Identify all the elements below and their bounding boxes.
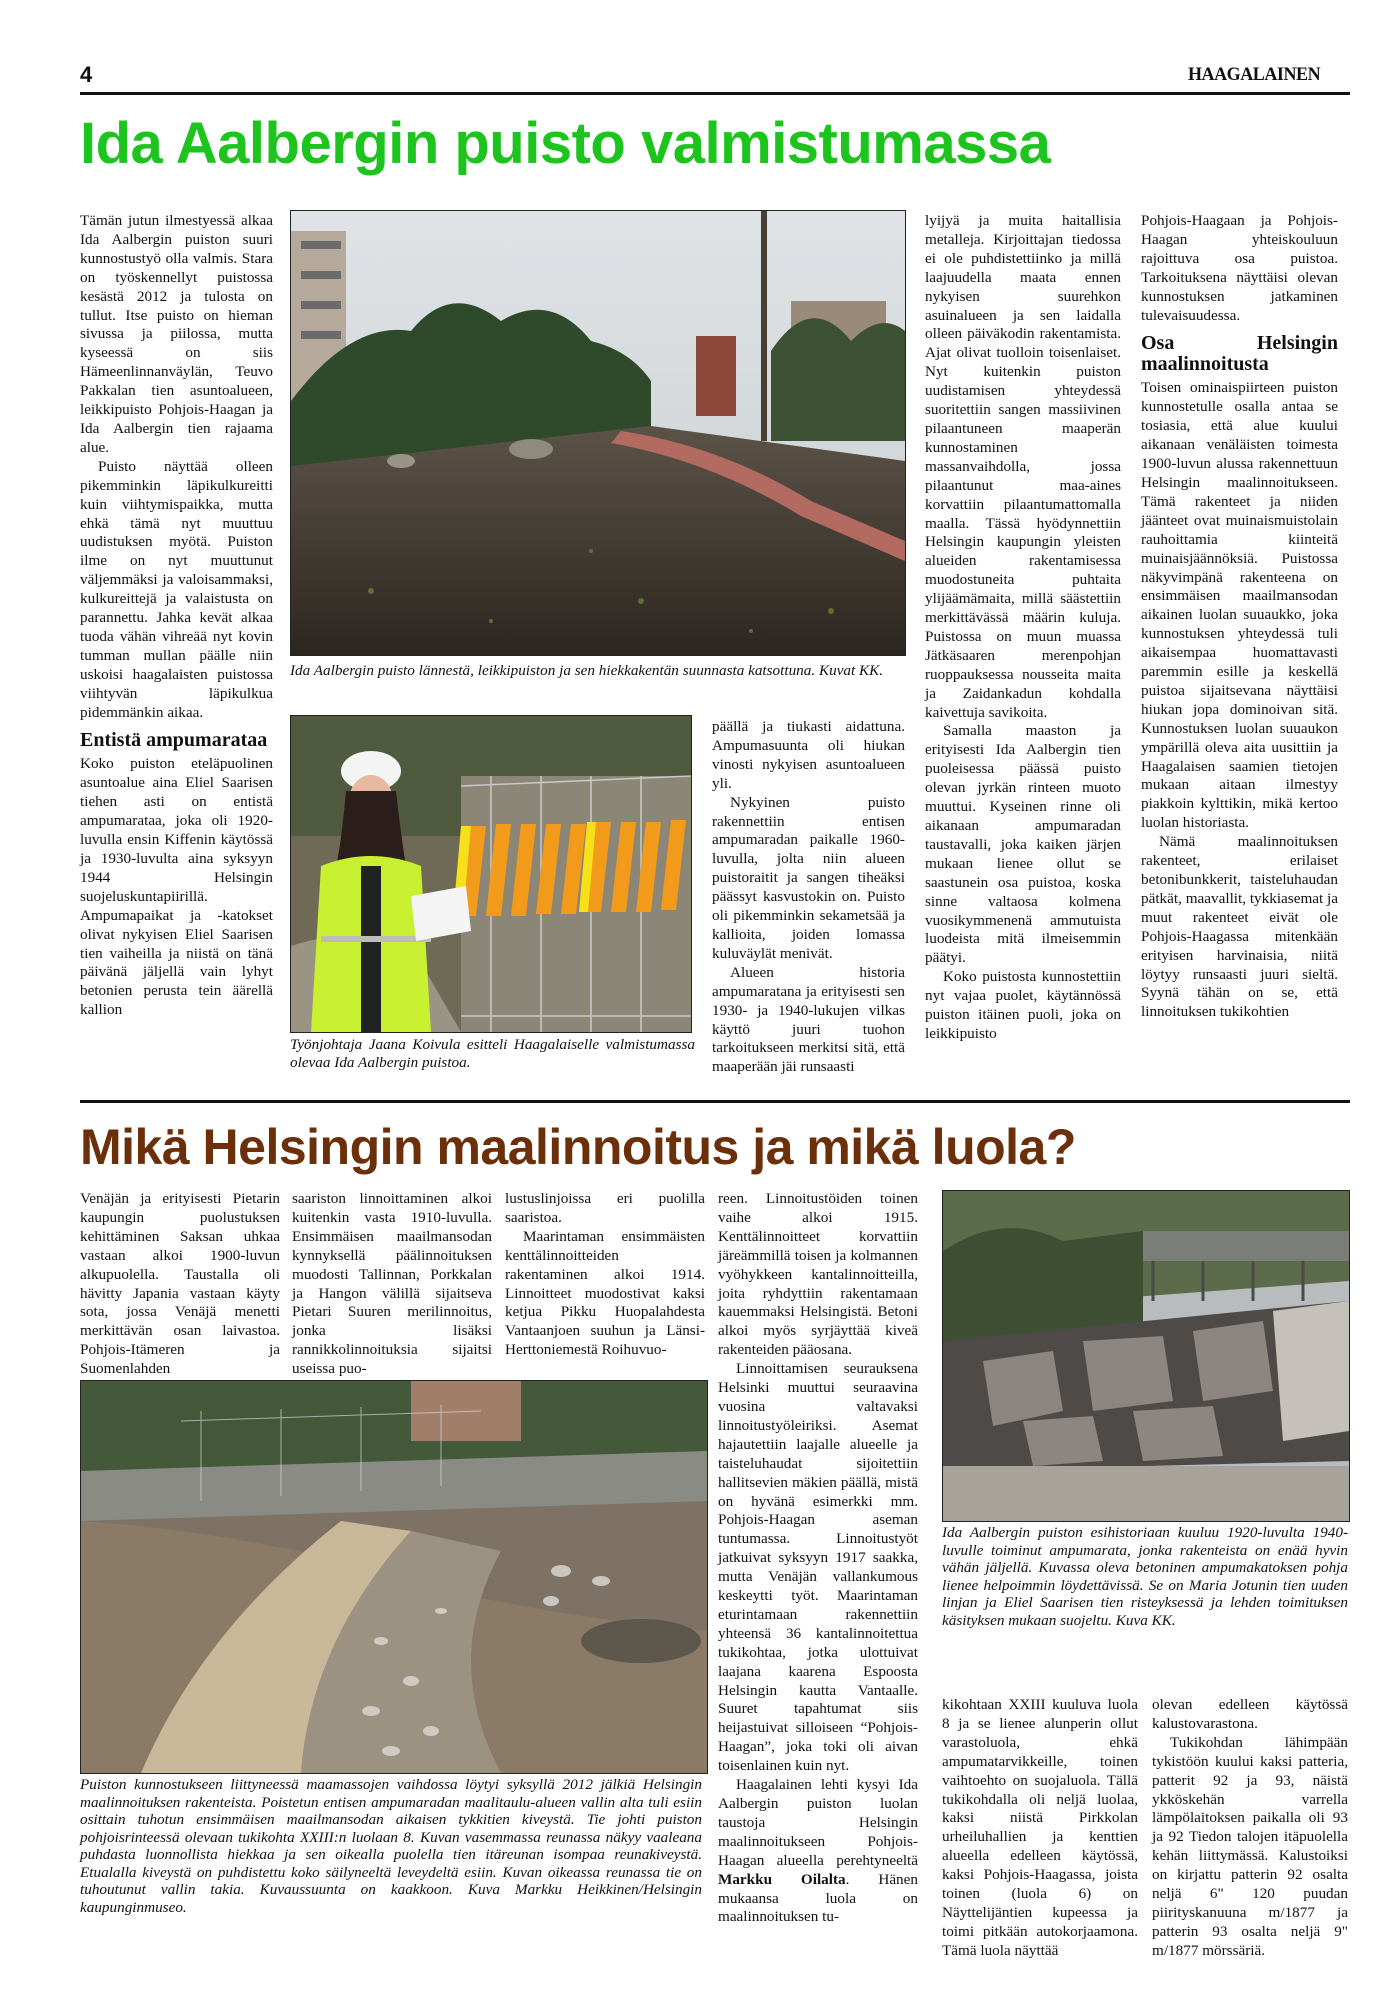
park-photo (290, 210, 906, 656)
paragraph: Tukikohdan lähimpään tykistöön kuului kaksi patteria, patterit 92 ja 93, näistä ykköskehän varrella lämpölaitoksen paikalla oli 93 ja 92 Tiedon talojen itäpuolella kehän liittymässä. Kalustoiksi on kirjattu patterin 92 osalta neljä 6" 120 puudan piirityskanuuna m/1877 ja patterin 93 osalta neljä 9" m/1877 mörssäriä. (1152, 1733, 1348, 1959)
paragraph: kikohtaan XXIII kuuluva luola 8 ja se lienee alunperin ollut varastoluola, ehkä ampumatarvikkeille, toinen vaihtoehto on suojaluola. Tällä tukikohdalla oli neljä luolaa, kaksi niistä Pirkkolan urheiluhallien ja kenttien alueella edelleen käytössä, kaksi Pohjois-Haagassa, joista toinen (luola 6) on Näyttelijäntien kupeessa ja toimi pitkään autokorjaamona. Tämä luola näyttää (942, 1696, 1138, 1959)
article1-headline: Ida Aalbergin puisto valmistumassa (80, 111, 1051, 176)
paragraph: Linnoittamisen seurauksena Helsinki muuttui seuraavina vuosina valtavaksi linnoitustyöleiriksi. Asemat hajautettiin laajalle alueelle ja taisteluhaudat sijoitettiin hallitsevien mäkien päällä, mistä on hyvänä esimerkki mm. Pohjois-Haagan aseman tuntumassa. Linnoitustyöt jatkuivat syksyyn 1917 saakka, mutta Venäjän vallankumous keskeytti työt. Maarintaman eturintamaan rakennettiin yhteensä 36 kantalinnoitettua tukikohtaa, jotka ulottuivat laajana kaarena Espoosta Helsingin kautta Vantaalle. Suuret tapahtumat siis heijastuivat silloiseen “Pohjois-Haagan”, joka toki oli aivan toisenlainen kuin nyt. (718, 1360, 918, 1775)
paragraph: Toisen ominaispiirteen puiston kunnostetulle osalla antaa se tosiasia, että alue kuului aikanaan venäläisten toimesta 1900-luvun alussa rakennettuun Helsingin maalinnoitukseen. Tämä rakenteet ja niiden jäänteet ovat muinaismuistolain rauhoittamia kiinteitä muinaisjäännöksiä. Puistossa näkyvimpänä rakenteena on ensimmäisen maailmansodan aikainen luolan suuaukko, joka kunnostuksen yhteydessä tuli aikaisempaa huomattavasti paremmin esille ja keskellä puistoa sijaitsevana näyttäisi hiukan jopa dominoivan sitä. Kunnostuksen luolan suuaukon ympärillä oleva aita uusittiin ja Haagalaisen saamien tietojen mukaan aitaan ilmestyy piakkoin kylttikin, mikä kertoo luolan historiasta. (1141, 379, 1338, 832)
article2-column-3 (505, 1190, 705, 1360)
subheading: Entistä ampumarataa (80, 729, 268, 752)
article1-column-4 (925, 212, 1121, 1044)
paragraph: Nämä maalinnoituksen rakenteet, erilaiset betonibunkkerit, taisteluhaudan pätkät, maavallit, tykkiasemat ja muut rakenteet eivät ole Pohjois-Haagassa mitenkään erityisen harvinaisia, niitä löytyy runsaasti juuri sieltä. Syynä tähän on se, että linnoituksen tukikohtien (1141, 833, 1338, 1021)
article1-column-3 (712, 718, 905, 1077)
article2-column-5 (942, 1696, 1138, 1961)
article2-column-1 (80, 1190, 280, 1379)
paragraph: Samalla maaston ja erityisesti Ida Aalbergin tien puoleisessa päässä puisto olevan jyrkän rinteen muoto muuttui. Kyseinen rinne oli aikanaan ampumaradan taustavalli, joka kaiken järjen mukaan lienee ollut se saastunein osa puistoa, koska sinne valtaosa kolmena vuosikymmenenä ammutuista luodeista mitä ilmeisemmin päätyi. (925, 722, 1121, 967)
paragraph: reen. Linnoitustöiden toinen vaihe alkoi 1915. Kenttälinnoitteet korvattiin järeämmillä toisen ja kolmannen vyöhykkeen kantalinnoitteilla, joita ryhdyttiin rakentamaan kauemmaksi Helsingistä. Betoni alkoi myös syrjäyttää kiveä rakenteiden pääosana. (718, 1190, 918, 1359)
paragraph: Venäjän ja erityisesti Pietarin kaupungin puolustuksen kehittäminen Saksan uhkaa vastaan alkoi 1900-luvun alkupuolella. Taustalla oli hävitty Japania vastaan käyty sota, jossa Venäjä menetti merkittävän osan laivastoa. Pohjois-Itämeren ja Suomenlahden (80, 1190, 280, 1378)
page-number: 4 (80, 62, 93, 87)
excavation-photo-caption: Puiston kunnostukseen liittyneessä maamassojen vaihdossa löytyi syksyllä 2012 jälkiä Helsingin maalinnoituksen rakenteista. Poistetun entisen ampumaradan maalitaulu-alueen vallin alta tuli esiin osittain tuhotun ensimmäisen maailmansodan aikaisen tykkitien kiveystä. Tie johti puiston pohjoisrinteessä olevaan tukikohta XXIII:n luolaan 8. Kuvan vasemmassa reunassa näkyy vaaleana puhdasta luonnollista hiekkaa ja sen oikealla puolella tien itäreunan isompaa reunakiveystä. Etualalla kiveystä on puhdistettu koko säilyneeltä leveydeltä esiin. Kuvan oikeassa reunassa tie on tuhoutunut vallin takia. Kuvaussuunta on kaakkoon. Kuva Markku Heikkinen/Helsingin kaupunginmuseo. (80, 1776, 702, 1916)
publication-name: HAAGALAINEN (1187, 64, 1320, 85)
paragraph: lustuslinjoissa eri puolilla saaristoa. (505, 1190, 705, 1226)
excavation-photo (80, 1380, 708, 1774)
subheading: Osa Helsingin maalinnoitusta (1141, 332, 1338, 376)
paragraph: Puisto näyttää olleen pikemminkin läpikulkureitti kuin viihtymispaikka, mutta ehkä tämä nyt muuttuu uudistuksen myötä. Puiston ilme on nyt muuttunut väljemmäksi ja valoisammaksi, kulkureittejä ja valaistusta on parannettu. Jahka kevät alkaa tuoda vähän vihreää nyt kovin tumman mullan päälle niin uskoisi haagalaisten puistossa viihtyvän läpikulkua pidemmänkin aikaa. (80, 457, 273, 721)
excavation-image (81, 1381, 707, 1773)
shooting-range-ruins-image (943, 1191, 1349, 1521)
article2-column-2 (292, 1190, 492, 1379)
header-rule (80, 92, 1350, 95)
paragraph-text: . Hänen mukaansa luola on maalinnoituksen tu- (718, 1870, 918, 1926)
paragraph (718, 1776, 918, 1927)
foreman-photo-caption: Työnjohtaja Jaana Koivula esitteli Haagalaiselle valmistumassa olevaa Ida Aalbergin puistoa. (290, 1036, 695, 1071)
article-divider (80, 1100, 1350, 1103)
shooting-range-photo (942, 1190, 1350, 1522)
park-landscape-image (291, 211, 905, 655)
article2-column-6 (1152, 1696, 1348, 1961)
foreman-photo (290, 715, 692, 1033)
paragraph: olevan edelleen käytössä kalustovarastona. (1152, 1696, 1348, 1732)
paragraph-text: Haagalainen lehti kysyi Ida Aalbergin puiston luolan taustoja Helsingin maalinnoitukseen Pohjois-Haagan alueella perehtyneeltä (718, 1776, 918, 1869)
paragraph: Maarintaman ensimmäisten kenttälinnoitteiden rakentaminen alkoi 1914. Linnoitteet muodostivat kaksi ketjua Pikku Huopalahdesta Vantaanjoen suuhun ja Länsi-Herttoniemestä Roihuvuo- (505, 1227, 705, 1359)
park-photo-caption: Ida Aalbergin puisto lännestä, leikkipuiston ja sen hiekkakentän suunnasta katsottuna. Kuvat KK. (290, 662, 884, 679)
shooting-range-photo-caption: Ida Aalbergin puiston esihistoriaan kuuluu 1920-luvulta 1940-luvulle toiminut ampumarata, jonka rakenteista on enää hyvin vähän jäljellä. Kuvassa oleva betoninen ampumakatoksen pohja lienee helpoimmin löydettävissä. Se on Maria Jotunin tien uuden linjan ja Eliel Saarisen tien risteyksessä ja lehden toimituksen käsityksen mukaan suojeltu. Kuva KK. (942, 1524, 1348, 1629)
paragraph: Tämän jutun ilmestyessä alkaa Ida Aalbergin puiston suuri kunnostustyö olla valmis. Stara on työskennellyt puistossa kesästä 2012 ja tulosta on tullut. Itse puisto on hieman sivussa ja piilossa, mutta kyseessä on siis Hämeenlinnanväylän, Teuvo Pakkalan tien asuntoalueen, leikkipuisto Pohjois-Haagan ja Ida Aalbergin tien rajaama alue. (80, 212, 273, 456)
paragraph: Nykyinen puisto rakennettiin entisen ampumaradan paikalle 1960-luvulla, jolta niin alueen puistoraitit ja sangen tiheäksi päässyt kasvustokin on. Puisto oli pikemminkin sekametsää ja kallioita, joiden lomassa kuluväylät menivät. (712, 793, 905, 962)
paragraph: saariston linnoittaminen alkoi kuitenkin vasta 1910-luvulla. Ensimmäisen maailmansodan kynnyksellä päälinnoituksen muodosti Tallinnan, Porkkalan ja Hangon välillä sijaitseva Pietari Suuren merilinnoitus, jonka lisäksi rannikkolinnoituksia sijaitsi useissa puo- (292, 1190, 492, 1378)
paragraph: Pohjois-Haagaan ja Pohjois-Haagan yhteiskouluun rajoittuva osa puistoa. Tarkoituksena näyttäisi olevan kunnostuksen jatkaminen tulevaisuudessa. (1141, 212, 1338, 324)
foreman-image (291, 716, 691, 1032)
paragraph: päällä ja tiukasti aidattuna. Ampumasuunta oli hiukan vinosti nykyisen asuntoalueen yli. (712, 718, 905, 792)
paragraph: Koko puistosta kunnostettiin nyt vajaa puolet, käytännössä puiston itäinen puoli, joka on leikkipuisto (925, 968, 1121, 1042)
article2-headline: Mikä Helsingin maalinnoitus ja mikä luola? (80, 1119, 1076, 1175)
article1-column-5 (1141, 212, 1338, 1022)
paragraph: Koko puiston eteläpuolinen asuntoalue aina Eliel Saarisen tiehen asti on entistä ampumarataa, joka oli 1920-luvulla ensin Kiffenin käytössä ja 1930-luvulta aina syksyyn 1944 Helsingin suojeluskuntapiirillä. Ampumapaikat ja -katokset olivat nykyisen Eliel Saarisen tien vaiheilla ja niistä on tänä päivänä jäljellä vain lyhyt betonien perusta tein äärellä kallion (80, 755, 273, 1019)
interviewee-name: Markku Oilalta (718, 1870, 846, 1888)
article1-column-1 (80, 212, 273, 1020)
paragraph: Alueen historia ampumaratana ja erityisesti sen 1930- ja 1940-lukujen vilkas käyttö juuri tuohon tarkoitukseen merkitsi sitä, että maaperään jäi runsaasti (712, 963, 905, 1076)
paragraph: lyijyä ja muita haitallisia metalleja. Kirjoittajan tiedossa ei ole puhdistettiinko ja millä laajuudella maata ennen nykyisen suurehkon asuinalueen ja sen laidalla olleen päiväkodin rakentamista. Ajat olivat tuolloin toisenlaiset. Nyt kuitenkin puiston uudistamisen yhteydessä suoritettiin sangen massiivinen pilaantuneen maaperän kunnostaminen massanvaihdolla, jossa pilaantunut maa-aines korvattiin pilaantumattomalla maalla. Tässä hyödynnettiin Helsingin kaupungin yleisten alueiden rakentamisessa muodostuneita puhtaita ylijäämämaita, millä säästettiin merkittävässä määrin kuluja. Puistossa on muun muassa Jätkäsaaren merenpohjan ruoppauksessa nousseita maita ja Zaidankadun kohdalla kaivettuja savikoita. (925, 212, 1121, 721)
article2-column-4 (718, 1190, 918, 1927)
